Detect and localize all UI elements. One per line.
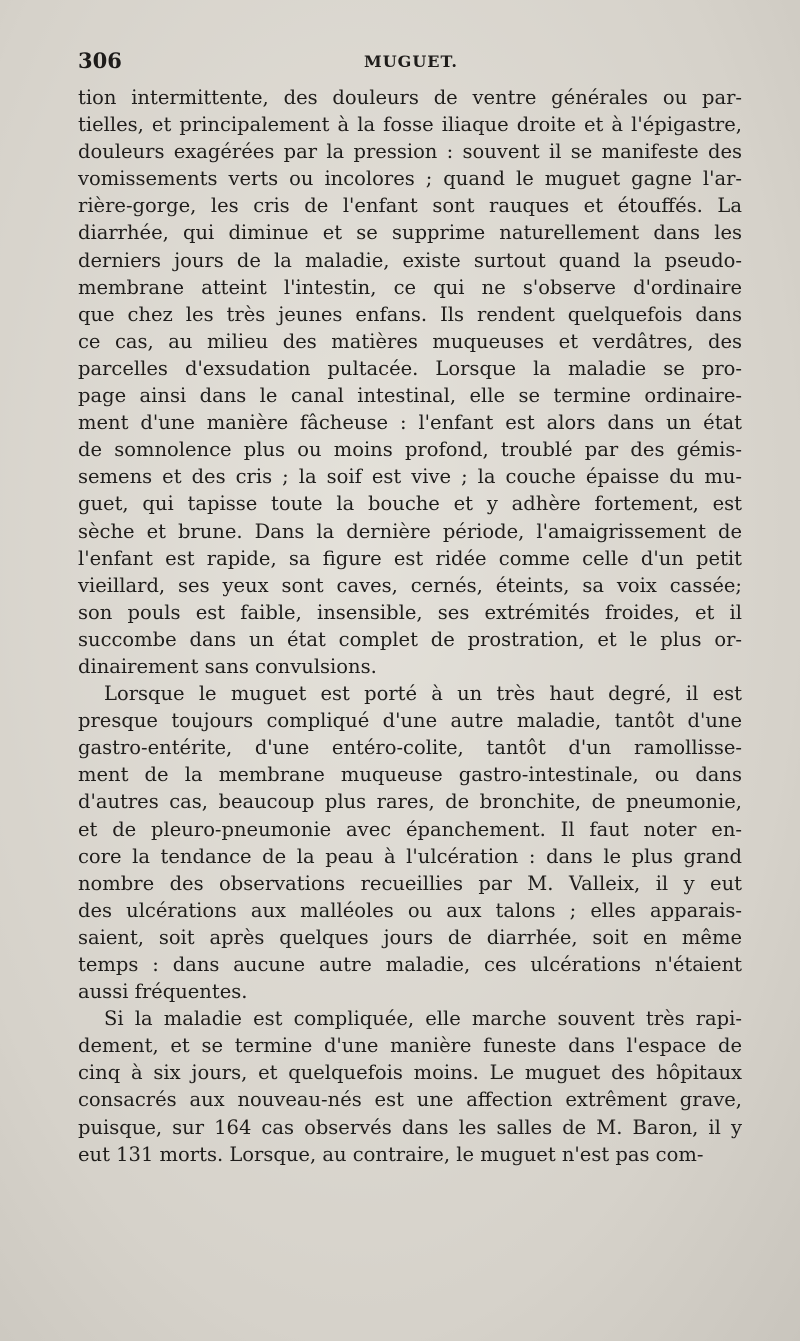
text-line: Si la maladie est compliquée, elle marche souvent très rapi- — [104, 1007, 742, 1031]
text-line: aussi fréquentes. — [78, 980, 248, 1004]
text-line: son pouls est faible, insensible, ses extrémités froides, et il — [78, 600, 742, 624]
text-line: vieillard, ses yeux sont caves, cernés, éteints, sa voix cassée; — [78, 573, 742, 597]
text-line: des ulcérations aux malléoles ou aux talons ; elles apparais- — [78, 898, 742, 922]
text-line: eut 131 morts. Lorsque, au contraire, le muguet n'est pas com- — [78, 1142, 704, 1166]
text-line: Lorsque le muguet est porté à un très haut degré, il est — [104, 682, 742, 706]
text-line: saient, soit après quelques jours de diarrhée, soit en même — [78, 925, 742, 949]
text-line: et de pleuro-pneumonie avec épanchement. Il faut noter en- — [78, 817, 742, 841]
text-line: de somnolence plus ou moins profond, troublé par des gémis- — [78, 438, 742, 462]
running-head: MUGUET. — [364, 52, 458, 71]
text-line: core la tendance de la peau à l'ulcération : dans le plus grand — [78, 844, 742, 868]
text-line: ment de la membrane muqueuse gastro-intestinale, ou dans — [78, 763, 742, 787]
text-line: guet, qui tapisse toute la bouche et y adhère fortement, est — [78, 492, 742, 516]
text-line: rière-gorge, les cris de l'enfant sont rauques et étouffés. La — [78, 194, 742, 218]
text-line: puisque, sur 164 cas observés dans les salles de M. Baron, il y — [78, 1115, 742, 1139]
text-line: derniers jours de la maladie, existe surtout quand la pseudo- — [78, 248, 742, 272]
text-line: vomissements verts ou incolores ; quand le muguet gagne l'ar- — [78, 167, 742, 191]
text-line: ce cas, au milieu des matières muqueuses et verdâtres, des — [78, 329, 742, 353]
paragraph-1 — [78, 84, 742, 680]
text-line: l'enfant est rapide, sa figure est ridée comme celle d'un petit — [78, 546, 742, 570]
text-line: d'autres cas, beaucoup plus rares, de bronchite, de pneumonie, — [78, 790, 742, 814]
text-line: dinairement sans convulsions. — [78, 654, 377, 678]
body-text — [78, 84, 742, 1168]
text-line: sèche et brune. Dans la dernière période, l'amaigrissement de — [78, 519, 742, 543]
text-line: consacrés aux nouveau-nés est une affection extrêment grave, — [78, 1088, 742, 1112]
text-line: diarrhée, qui diminue et se supprime naturellement dans les — [78, 221, 742, 245]
text-line: temps : dans aucune autre maladie, ces ulcérations n'étaient — [78, 953, 742, 976]
text-line: parcelles d'exsudation pultacée. Lorsque la maladie se pro- — [78, 356, 742, 380]
text-line: que chez les très jeunes enfans. Ils rendent quelquefois dans — [78, 302, 742, 326]
text-line: cinq à six jours, et quelquefois moins. Le muguet des hôpitaux — [78, 1061, 742, 1085]
text-line: succombe dans un état complet de prostration, et le plus or- — [78, 627, 742, 651]
text-line: page ainsi dans le canal intestinal, elle se termine ordinaire- — [78, 384, 742, 408]
text-line: membrane atteint l'intestin, ce qui ne s'observe d'ordinaire — [78, 275, 742, 299]
text-line: semens et des cris ; la soif est vive ; la couche épaisse du mu- — [78, 465, 742, 489]
paragraph-3 — [78, 1005, 742, 1168]
text-line: gastro-entérite, d'une entéro-colite, tantôt d'un ramollisse- — [78, 736, 742, 760]
text-line: douleurs exagérées par la pression : souvent il se manifeste des — [78, 140, 742, 164]
text-line: nombre des observations recueillies par M. Valleix, il y eut — [78, 871, 742, 895]
page-number: 306 — [78, 48, 122, 73]
paragraph-2 — [78, 680, 742, 1005]
text-line: ment d'une manière fâcheuse : l'enfant est alors dans un état — [78, 411, 742, 435]
text-line: dement, et se termine d'une manière funeste dans l'espace de — [78, 1034, 742, 1058]
page-header — [78, 48, 738, 78]
text-line: tion intermittente, des douleurs de ventre générales ou par- — [78, 86, 742, 109]
text-line: tielles, et principalement à la fosse iliaque droite et à l'épigastre, — [78, 113, 742, 137]
text-line: presque toujours compliqué d'une autre maladie, tantôt d'une — [78, 709, 742, 733]
